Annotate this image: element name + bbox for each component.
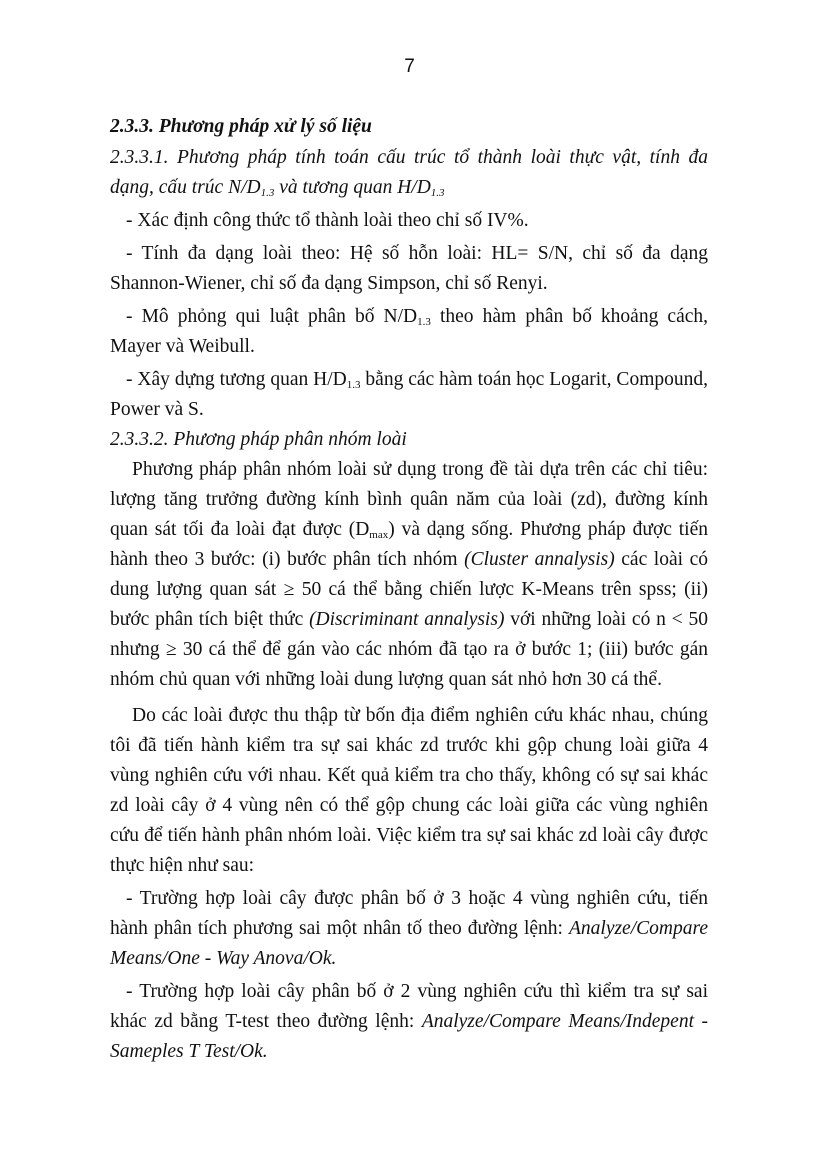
paragraph: Do các loài được thu thập từ bốn địa điểm nghiên cứu khác nhau, chúng tôi đã tiến hành kiểm tra sự sai khác zd trước khi gộp chung loài giữa 4 vùng nghiên cứu với nhau. Kết quả kiểm tra cho thấy, không có sự sai khác zd loài cây ở 4 vùng nên có thể gộp chung các loài giữa các vùng nghiên cứu để tiến hành phân nhóm loài. Việc kiểm tra sự sai khác zd loài cây được thực hiện như sau: [110,705,708,876]
list-item: - Trường hợp loài cây phân bố ở 2 vùng nghiên cứu thì kiểm tra sự sai khác zd bằng T-test theo đường lệnh: Analyze/Compare Means/Indepent - Sameples T Test/Ok. [110,981,709,1062]
subsection-title-1: 2.3.3.1. Phương pháp tính toán cấu trúc tổ thành loài thực vật, tính đa dạng, cấu trúc $N/D_{1.3}$ và tương quan $H/D_{1.3}$ [110,147,708,199]
list-item: - Trường hợp loài cây được phân bố ở 3 hoặc 4 vùng nghiên cứu, tiến hành phân tích phương sai một nhân tố theo đường lệnh: Analyze/Compare Means/One - Way Anova/Ok. [110,888,708,969]
paragraph: Phương pháp phân nhóm loài sử dụng trong đề tài dựa trên các chỉ tiêu: lượng tăng trưởng đường kính bình quân năm của loài (zd), đường kính quan sát tối đa loài đạt được $(D_{max})$ và dạng sống. Phương pháp được tiến hành theo 3 bước: (i) bước phân tích nhóm (Cluster annalysis) các loài có dung lượng quan sát ≥ 50 cá thể bằng chiến lược K-Means trên spss; (ii) bước phân tích biệt thức (Discriminant annalysis) với những loài có n < 50 nhưng ≥ 30 cá thể để gán vào các nhóm đã tạo ra ở bước 1; (iii) bước gán nhóm chủ quan với những loài dung lượng quan sát nhỏ hơn 30 cá thể. [110,459,708,690]
list-item: - Mô phỏng qui luật phân bố $N/D_{1.3}$ theo hàm phân bố khoảng cách, Mayer và Weibull. [110,306,708,357]
list-item: - Xác định công thức tổ thành loài theo chỉ số IV%. [126,210,529,231]
subsection-title-2: 2.3.3.2. Phương pháp phân nhóm loài [110,429,407,450]
page-number: 7 [404,56,415,77]
list-item: - Xây dựng tương quan $H/D_{1.3}$ bằng các hàm toán học Logarit, Compound, Power và S. [110,369,708,420]
list-item: - Tính đa dạng loài theo: Hệ số hỗn loài: HL= S/N, chỉ số đa dạng Shannon-Wiener, chỉ số đa dạng Simpson, chỉ số Renyi. [110,243,708,294]
page-content [110,112,708,1067]
section-heading: 2.3.3. Phương pháp xử lý số liệu [110,116,372,137]
